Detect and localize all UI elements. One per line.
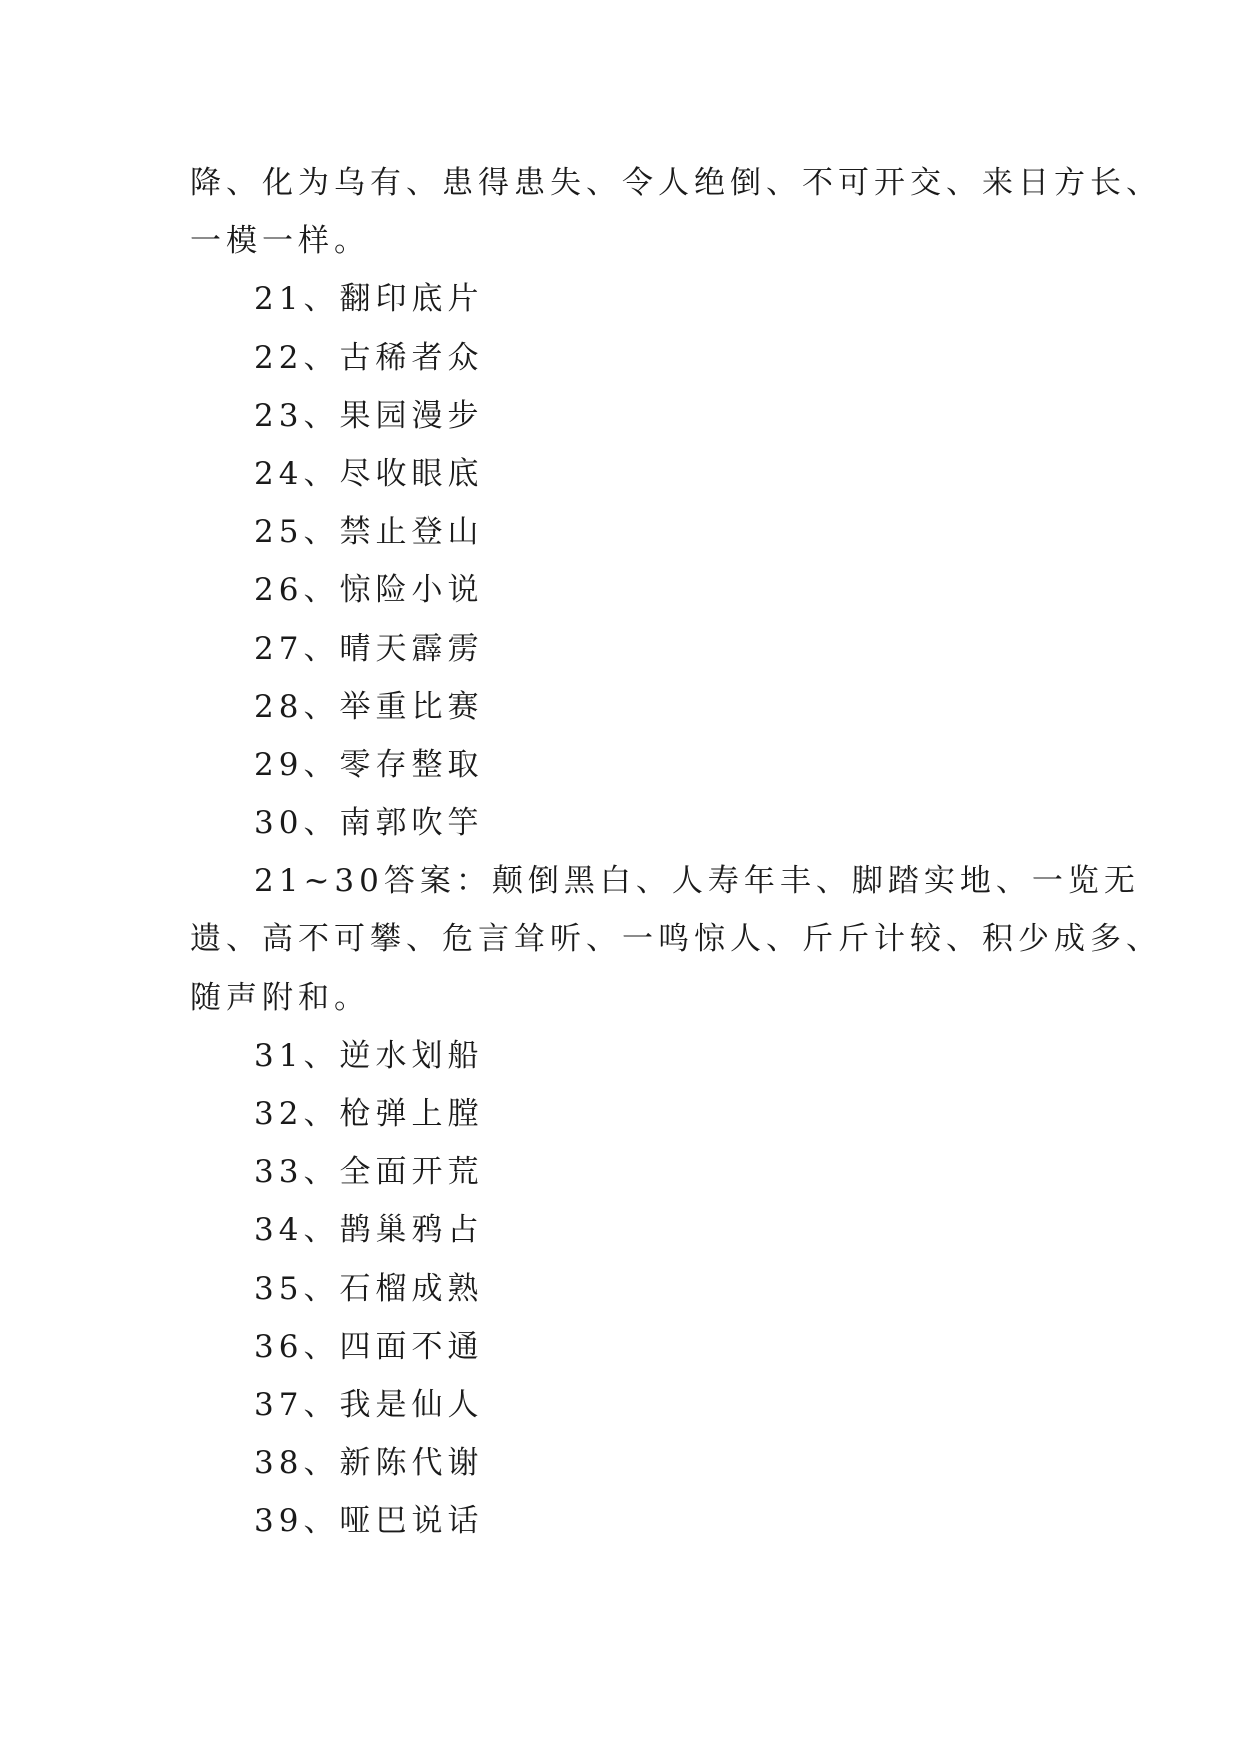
list-item: 35、石榴成熟	[254, 1270, 484, 1307]
list-item: 28、举重比赛	[254, 688, 484, 725]
list-item: 36、四面不通	[254, 1328, 484, 1365]
list-item: 27、晴天霹雳	[254, 630, 484, 667]
paragraph-line: 遗、高不可攀、危言耸听、一鸣惊人、斤斤计较、积少成多、	[190, 921, 1162, 958]
list-item: 30、南郭吹竽	[254, 805, 484, 842]
riddle-list-31-39	[190, 1027, 1070, 1551]
list-item: 33、全面开荒	[254, 1154, 484, 1191]
list-item: 32、枪弹上膛	[254, 1096, 484, 1132]
paragraph-line: 21~30答案：颠倒黑白、人寿年丰、脚踏实地、一览无	[254, 863, 1140, 900]
paragraph-line: 随声附和。	[190, 979, 370, 1016]
list-item: 24、尽收眼底	[254, 455, 484, 492]
paragraph-line: 降、化为乌有、患得患失、令人绝倒、不可开交、来日方长、	[190, 165, 1162, 201]
list-item: 37、我是仙人	[254, 1386, 484, 1423]
answers-paragraph-continued	[190, 154, 1162, 270]
list-item: 38、新陈代谢	[254, 1445, 484, 1482]
list-item: 31、逆水划船	[254, 1037, 484, 1074]
riddle-list-21-30	[190, 270, 1070, 852]
list-item: 26、惊险小说	[254, 572, 484, 609]
answers-paragraph-21-30	[190, 852, 1162, 1027]
list-item: 39、哑巴说话	[254, 1503, 484, 1540]
list-item: 29、零存整取	[254, 746, 484, 783]
list-item: 22、古稀者众	[254, 339, 484, 376]
list-item: 34、鹊巢鸦占	[254, 1212, 484, 1249]
document-page	[190, 154, 1162, 1551]
list-item: 21、翻印底片	[254, 281, 484, 318]
paragraph-line: 一模一样。	[190, 223, 370, 260]
list-item: 25、禁止登山	[254, 514, 484, 551]
list-item: 23、果园漫步	[254, 397, 484, 434]
